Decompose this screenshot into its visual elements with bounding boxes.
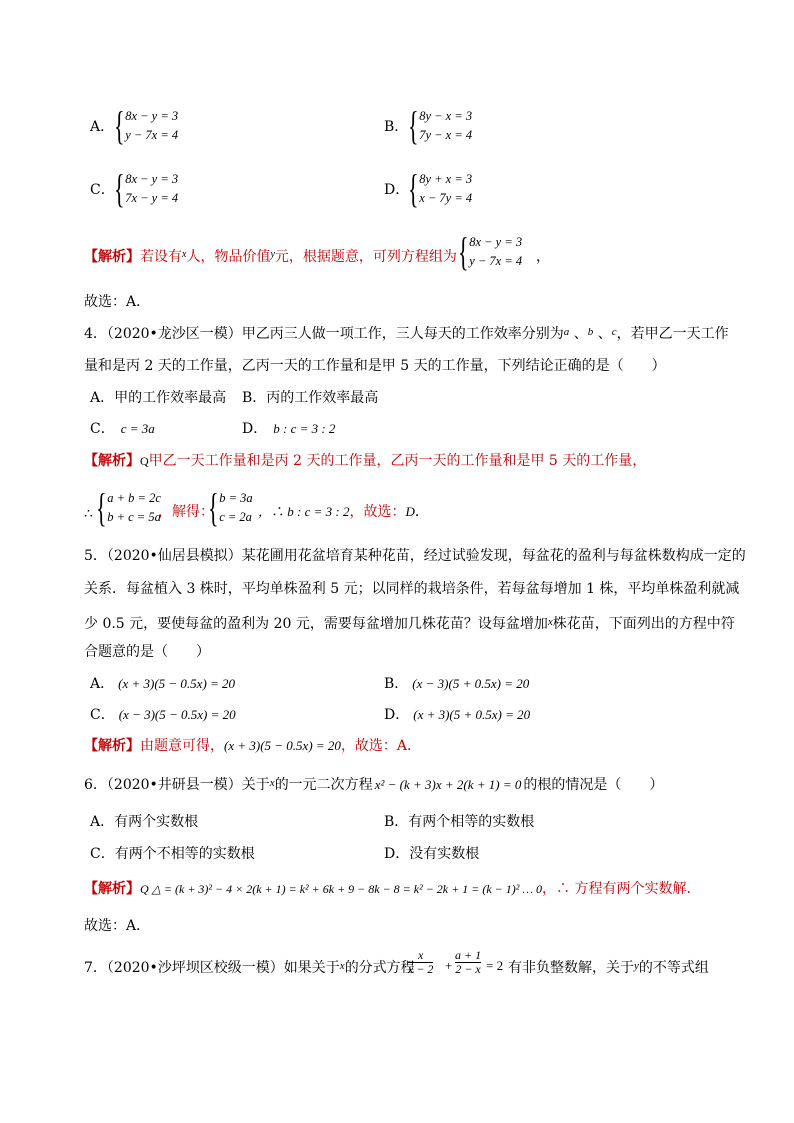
system-line: x − 7y = 4 bbox=[419, 191, 473, 205]
q4-option-a: A．甲的工作效率最高 bbox=[90, 390, 227, 406]
system-line: 8x − y = 3 bbox=[125, 172, 179, 186]
system-line: 8y + x = 3 bbox=[419, 172, 473, 186]
q6-answer: 故选：A． bbox=[84, 918, 151, 934]
q4-option-d: D． b : c = 3 : 2 bbox=[242, 421, 336, 437]
analysis-tag: 【解析】 bbox=[84, 881, 140, 897]
q4-solve-text: ，解得： bbox=[158, 504, 214, 520]
q3-analysis: 【解析】若设有$^x$人，物品价值$^y$元，根据题意，可列方程组为 bbox=[84, 249, 457, 265]
option-b-label: B． bbox=[384, 119, 409, 135]
fraction-1: x x − 2 bbox=[408, 948, 434, 976]
system-line: 8x − y = 3 bbox=[125, 109, 179, 123]
q4-stem-line2: 量和是丙 2 天的工作量，乙丙一天的工作量和是甲 5 天的工作量，下列结论正确的是（ ） bbox=[84, 358, 666, 374]
therefore-symbol: ∴ bbox=[84, 506, 93, 522]
q4-stem-line1: 4．（2020•龙沙区一模）甲乙丙三人做一项工作，三人每天的工作效率分别为$^a$ 、$^b$ 、$^c$，若甲乙一天工作 bbox=[84, 326, 729, 342]
system-line: c = 2a bbox=[219, 510, 252, 524]
system-line: 7y − x = 4 bbox=[419, 128, 473, 142]
q5-stem-line4: 合题意的是（ ） bbox=[84, 644, 210, 660]
q3-answer: 故选：A． bbox=[84, 294, 151, 310]
q5-option-b: B． (x − 3)(5 + 0.5x) = 20 bbox=[384, 676, 530, 692]
option-d-label: D． bbox=[384, 182, 410, 198]
option-c-label: C． bbox=[90, 182, 115, 198]
option-a-system: { 8x − y = 3 y − 7x = 4 bbox=[114, 103, 179, 148]
option-b-system: { 8y − x = 3 7y − x = 4 bbox=[408, 103, 473, 148]
q4-analysis: 【解析】Q甲乙一天工作量和是丙 2 天的工作量，乙丙一天的工作量和是甲 5 天的工作量， bbox=[84, 453, 647, 469]
q7-stem-part2: 有非负整数解，关于$^y$的不等式组 bbox=[508, 960, 709, 976]
fraction-2: a + 1 2 − x bbox=[455, 948, 482, 976]
option-c-system: { 8x − y = 3 7x − y = 4 bbox=[114, 166, 179, 211]
q7-stem-part1: 7．（2020•沙坪坝区校级一模）如果关于$^x$的分式方程 bbox=[84, 960, 415, 976]
q6-stem: 6．（2020•井研县一模）关于$^x$的一元二次方程 x² − (k + 3)x + 2(k + 1) = 0 的根的情况是（ ） bbox=[84, 777, 664, 793]
q5-stem-line3: 少 0.5 元，要使每盆的盈利为 20 元，需要每盆增加几株花苗？设每盆增加$^x$株花苗，下面列出的方程中符 bbox=[84, 616, 735, 632]
system-line: 8x − y = 3 bbox=[469, 235, 523, 249]
system-line: b = 3a bbox=[219, 491, 253, 505]
system-line: a + b = 2c bbox=[107, 491, 161, 505]
system-line: 7x − y = 4 bbox=[125, 191, 179, 205]
analysis-tag: 【解析】 bbox=[84, 453, 140, 469]
q6-option-d: D．没有实数根 bbox=[384, 846, 480, 862]
q3-analysis-system: { 8x − y = 3 y − 7x = 4 bbox=[458, 229, 523, 274]
q6-option-c: C．有两个不相等的实数根 bbox=[90, 846, 255, 862]
option-d-system: { 8y + x = 3 x − 7y = 4 bbox=[408, 166, 473, 211]
q4-system-1: { a + b = 2c b + c = 5a bbox=[96, 485, 161, 530]
q3-analysis-end: ， bbox=[536, 249, 550, 265]
q5-option-d: D． (x + 3)(5 + 0.5x) = 20 bbox=[384, 707, 531, 723]
q6-analysis: 【解析】Q △ = (k + 3)² − 4 × 2(k + 1) = k² + 6k + 9 − 8k − 8 = k² − 2k + 1 = (k − 1)² … 0，∴ 方程有两个实数解． bbox=[84, 881, 701, 897]
q6-option-a: A．有两个实数根 bbox=[90, 814, 199, 830]
q4-option-b: B．丙的工作效率最高 bbox=[242, 390, 379, 406]
analysis-tag: 【解析】 bbox=[84, 738, 140, 754]
equals-two: = 2 bbox=[486, 958, 504, 973]
q5-option-a: A． (x + 3)(5 − 0.5x) = 20 bbox=[90, 676, 236, 692]
q5-stem-line1: 5．（2020•仙居县模拟）某花圃用花盆培育某种花苗，经过试验发现，每盆花的盈利与每盆株数构成一定的 bbox=[84, 548, 746, 564]
q5-option-c: C． (x − 3)(5 − 0.5x) = 20 bbox=[90, 707, 236, 723]
q4-conclusion: ，∴ b : c = 3 : 2，故选：D． bbox=[258, 504, 429, 520]
q6-option-b: B．有两个相等的实数根 bbox=[384, 814, 535, 830]
q5-analysis: 【解析】由题意可得，(x + 3)(5 − 0.5x) = 20，故选：A． bbox=[84, 738, 422, 754]
plus-sign: + bbox=[445, 958, 453, 973]
system-line: b + c = 5a bbox=[107, 510, 161, 524]
q4-system-2: { b = 3a c = 2a bbox=[208, 485, 253, 530]
system-line: 8y − x = 3 bbox=[419, 109, 473, 123]
option-a-label: A． bbox=[90, 119, 115, 135]
system-line: y − 7x = 4 bbox=[469, 254, 523, 268]
q5-stem-line2: 关系．每盆植入 3 株时，平均单株盈利 5 元；以同样的栽培条件，若每盆每增加 1 株，平均单株盈利就减 bbox=[84, 581, 740, 597]
system-line: y − 7x = 4 bbox=[125, 128, 179, 142]
q4-option-c: C． c = 3a bbox=[90, 421, 155, 437]
analysis-tag: 【解析】 bbox=[84, 249, 140, 265]
